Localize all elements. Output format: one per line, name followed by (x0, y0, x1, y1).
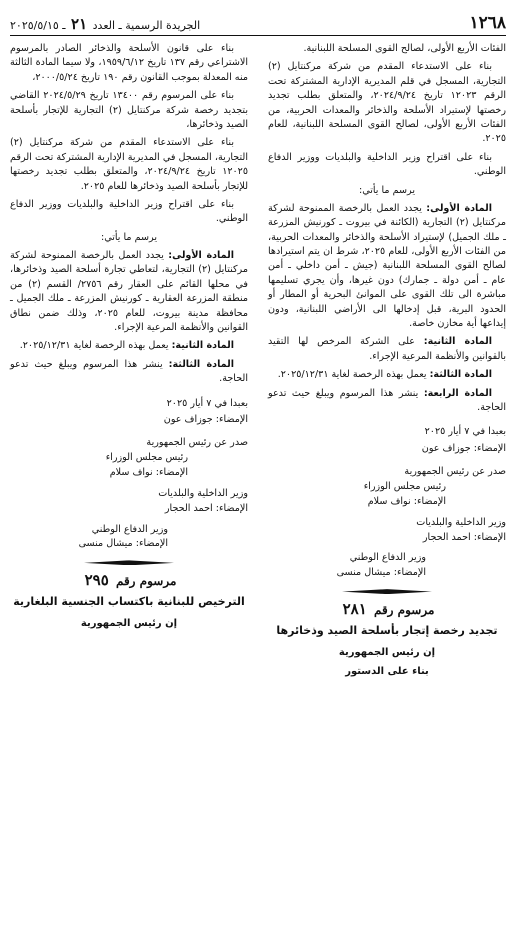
interior-minister-signature: الإمضاء: احمد الحجار (422, 531, 506, 543)
issue-date: ـ ٢٠٢٥/٥/١٥ (10, 19, 66, 32)
article-label: المادة الثالثة: (168, 358, 235, 370)
pm-signature: الإمضاء: نواف سلام (367, 495, 446, 507)
article-1 (268, 202, 506, 332)
article-label: المادة الثالثة: (429, 369, 492, 381)
next-decree-heading (10, 571, 248, 589)
article-1 (10, 249, 248, 335)
article-4 (268, 387, 506, 416)
paragraph: بناء على اقتراح وزير الداخلية والبلديات ووزير الدفاع الوطني. (268, 151, 506, 178)
section-separator (10, 560, 248, 565)
issue-info (10, 15, 200, 33)
pm-title: رئيس مجلس الوزراء (363, 480, 446, 492)
left-column (10, 42, 248, 685)
paragraph: بناء على المرسوم رقم ١٣٤٠٠ تاريخ ٢٠٢٤/٥/٢٩ القاضي بتجديد رخصة شركة مركنتايل (٢) التجارية للإتجار بأسلحة الصيد وذخائرها، (10, 90, 248, 130)
article-label: المادة الثانية: (423, 336, 492, 348)
constitution-intro: بناء على الدستور (345, 666, 429, 678)
defense-minister-signature: الإمضاء: ميشال منسى (78, 538, 168, 550)
article-label: المادة الأولى: (426, 202, 492, 214)
paragraph: بناء على قانون الأسلحة والذخائر الصادر بالمرسوم الاشتراعي رقم ١٣٧ تاريخ ١٩٥٩/٦/١٢، ولا سيما المادة الثالثة منه المعدلة بموجب القانون رقم ١٩٠ تاريخ ٢٠٠٠/٥/٢٤، (10, 43, 248, 83)
article-3 (268, 368, 506, 382)
decrees-heading: يرسم ما يأتي: (358, 184, 416, 196)
paragraph: بناء على الاستدعاء المقدم من شركة مركنتايل (٢) التجارية، المسجل في قلم المديرية الإدارية المشتركة تحت الرقم ١٢٠٢٣ تاريخ ٢٠٢٤/٩/٢٤، والمتعلق بطلب تجديد رخصتها لإستيراد الأسلحة والذخائر والمعدات الحربية، من الفئات الأربع الأولى، لصالح القوى المسلحة اللبنانية، للعام ٢٠٢٥. (268, 61, 506, 145)
decree-date: بعبدا في ٧ أيار ٢٠٢٥ (166, 397, 248, 409)
decree-number: ٢٨١ (342, 600, 367, 619)
pm-title: رئيس مجلس الوزراء (105, 452, 188, 464)
article-label: المادة الثانية: (171, 340, 234, 352)
issued-by: صدر عن رئيس الجمهورية (404, 466, 506, 478)
issued-by: صدر عن رئيس الجمهورية (146, 437, 248, 449)
interior-minister-title: وزير الداخلية والبلديات (416, 516, 506, 528)
page-number: ١٢٦٨ (469, 13, 506, 33)
paragraph: بناء على اقتراح وزير الداخلية والبلديات ووزير الدفاع الوطني. (10, 198, 248, 225)
article-text: ينشر هذا المرسوم ويبلغ حيث تدعو الحاجة. (10, 358, 248, 385)
defense-minister-title: وزير الدفاع الوطني (349, 552, 426, 564)
decrees-heading: يرسم ما يأتي: (100, 231, 158, 243)
president-signature: الإمضاء: جوزاف عون (421, 443, 506, 455)
president-intro: إن رئيس الجمهورية (80, 618, 178, 630)
next-decree-heading (268, 600, 506, 618)
article-text: يجدد العمل بالرخصة الممنوحة لشركة مركنتايل (٢) التجارية (الكائنة في بيروت ـ كورنيش المزرعة ـ ملك الجميل) لإستيراد الأسلحة والذخائر والمعدات الحربية، من الفئات الأربع الأولى، للعام ٢٠٢٥، شرط ان يتم استيرادها لصالح القوى المسلحة اللبنانية (جيش ـ أمن داخلي ـ أمن عام ـ أمن دولة ـ جمارك) دون غيرها، وأن يجري تسليمها مباشرة الى تلك القوى على الموانئ البحرية أو المطار أو الحدود البرية، قبل إدخالها الى الأراضي اللبنانية، ودون إيداعها أية مخازن خاصة. (268, 202, 506, 330)
decree-label: مرسوم رقم (115, 574, 177, 589)
diamond-rule (342, 589, 432, 594)
next-decree-title: الترخيص للبنانية باكتساب الجنسية البلغارية (13, 595, 245, 609)
paragraph: بناء على الاستدعاء المقدم من شركة مركنتايل (٢) التجارية، المسجل في المديرية الإدارية المشتركة تحت الرقم ١٢٠٢٥ تاريخ ٢٠٢٤/٩/٢٤، والمتعلق بطلب تجديد رخصتها للإتجار بأسلحة الصيد وذخائرها للعام ٢٠٢٥. (10, 137, 248, 192)
interior-minister-title: وزير الداخلية والبلديات (158, 487, 248, 499)
president-signature: الإمضاء: جوزاف عون (163, 414, 248, 426)
issue-number: ٢١ (71, 15, 88, 33)
article-text: على الشركة المرخص لها التقيد بالقوانين والأنظمة المرعية الإجراء. (268, 336, 506, 362)
article-text: يجدد العمل بالرخصة الممنوحة لشركة مركنتايل (٢) التجارية، لتعاطي تجارة أسلحة الصيد وذخائرها، في محلها القائم على العقار رقم ٢٧٥٦/ القسم (٢) من منطقة المزرعة العقارية ـ كورنيش المزرعة ـ ملك الجميل ـ محافظة مدينة بيروت، للعام ٢٠٢٥، وذلك ضمن نطاق القوانين والأنظمة المرعية الإجراء. (10, 250, 249, 334)
right-column (268, 42, 506, 685)
article-text: يعمل بهذه الرخصة لغاية ٢٠٢٥/١٢/٣١. (19, 340, 172, 352)
defense-minister-signature: الإمضاء: ميشال منسى (336, 567, 426, 579)
interior-minister-signature: الإمضاء: احمد الحجار (164, 502, 248, 514)
article-text: يعمل بهذه الرخصة لغاية ٢٠٢٥/١٢/٣١. (277, 369, 430, 381)
paragraph: الفئات الأربع الأولى، لصالح القوى المسلحة اللبنانية. (303, 43, 506, 54)
article-2 (10, 339, 248, 353)
diamond-rule (84, 560, 174, 565)
president-intro: إن رئيس الجمهورية (338, 647, 436, 659)
next-decree-title: تجديد رخصة إتجار بأسلحة الصيد وذخائرها (276, 624, 498, 638)
decree-label: مرسوم رقم (373, 603, 435, 618)
article-3 (10, 358, 248, 387)
article-label: المادة الرابعة: (423, 387, 492, 399)
section-separator (268, 589, 506, 594)
article-2 (268, 335, 506, 364)
decree-number: ٢٩٥ (84, 571, 109, 590)
defense-minister-title: وزير الدفاع الوطني (91, 523, 168, 535)
columns (10, 42, 506, 685)
article-text: ينشر هذا المرسوم ويبلغ حيث تدعو الحاجة. (268, 387, 506, 413)
gazette-name: الجريدة الرسمية ـ العدد (92, 19, 201, 32)
page-header (10, 8, 506, 36)
article-label: المادة الأولى: (168, 250, 234, 262)
pm-signature: الإمضاء: نواف سلام (109, 467, 188, 479)
decree-date: بعبدا في ٧ أيار ٢٠٢٥ (424, 426, 506, 438)
